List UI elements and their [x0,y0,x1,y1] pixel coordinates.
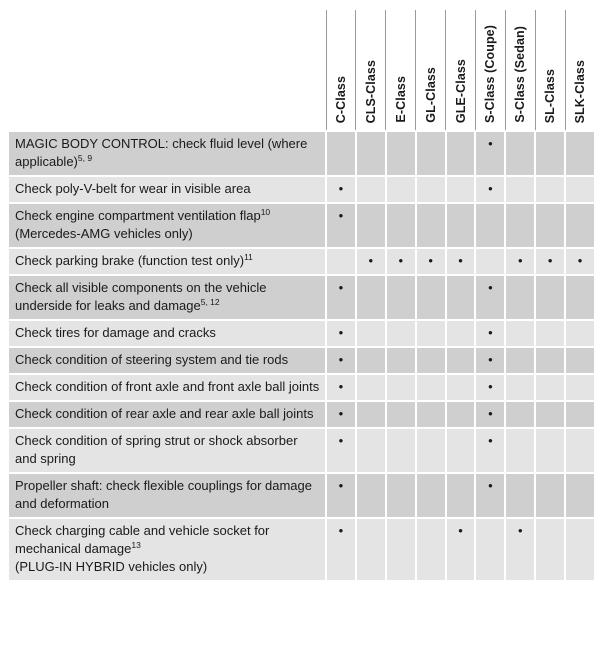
applicability-cell [446,131,476,176]
applicability-cell [475,347,505,374]
applicability-cell [386,401,416,428]
applicability-cell [356,518,386,581]
applicability-cell [386,131,416,176]
applicable-bullet: • [488,478,493,493]
task-text: Check condition of spring strut or shock absorber and spring [15,433,298,466]
column-header: CLS-Class [356,10,386,131]
applicability-cell [505,428,535,473]
applicability-cell [446,248,476,275]
applicable-bullet: • [338,280,344,295]
footnote-ref: 13 [131,540,141,550]
table-row [8,473,595,518]
applicability-cell [326,248,356,275]
applicable-bullet: • [488,181,493,196]
applicability-cell [416,320,446,347]
task-text: Check charging cable and vehicle socket for mechanical damage [15,523,270,556]
task-cell [8,401,326,428]
task-text: MAGIC BODY CONTROL: check fluid level (where applicable) [15,136,308,169]
applicability-cell [475,473,505,518]
applicable-bullet: • [338,523,344,538]
applicability-cell [475,203,505,248]
table-body [8,131,595,581]
applicability-cell [356,176,386,203]
applicability-cell [386,203,416,248]
applicability-cell [356,428,386,473]
applicability-cell [326,347,356,374]
column-header: E-Class [386,10,416,131]
applicability-cell [326,203,356,248]
task-note: (PLUG-IN HYBRID vehicles only) [15,559,208,574]
table-row [8,275,595,320]
applicability-cell [505,401,535,428]
applicability-cell [326,176,356,203]
applicable-bullet: • [488,136,493,151]
table-row [8,131,595,176]
applicability-cell [446,176,476,203]
applicability-cell [505,374,535,401]
applicability-cell [416,275,446,320]
applicability-cell [416,473,446,518]
applicability-cell [416,131,446,176]
applicability-cell [416,347,446,374]
applicable-bullet: • [458,523,463,538]
applicability-cell [446,203,476,248]
applicability-cell [565,473,595,518]
applicability-cell [505,275,535,320]
table-row [8,374,595,401]
task-cell [8,203,326,248]
applicability-cell [535,248,565,275]
applicability-cell [565,203,595,248]
applicability-cell [326,320,356,347]
task-cell [8,176,326,203]
applicability-cell [535,203,565,248]
footnote-ref: 11 [244,252,253,262]
applicability-cell [565,248,595,275]
applicability-cell [386,518,416,581]
applicability-cell [446,320,476,347]
applicability-cell [386,320,416,347]
applicability-cell [386,428,416,473]
applicability-cell [565,131,595,176]
applicable-bullet: • [338,478,344,493]
applicability-cell [386,473,416,518]
applicable-bullet: • [488,379,493,394]
applicability-cell [386,374,416,401]
applicable-bullet: • [428,253,433,268]
applicability-cell [505,248,535,275]
applicability-cell [356,248,386,275]
column-header: SLK-Class [565,10,595,131]
applicability-cell [505,203,535,248]
applicability-cell [356,374,386,401]
applicability-cell [565,401,595,428]
footnote-ref: 5, 12 [200,297,220,307]
applicability-cell [505,518,535,581]
applicability-cell [475,131,505,176]
applicability-cell [565,176,595,203]
applicability-cell [565,320,595,347]
applicability-cell [475,275,505,320]
applicability-cell [386,347,416,374]
header-corner [8,10,326,131]
applicability-cell [416,374,446,401]
applicability-cell [326,275,356,320]
footnote-ref: 10 [260,207,271,217]
applicability-cell [565,374,595,401]
applicability-cell [446,428,476,473]
applicability-cell [505,320,535,347]
applicable-bullet: • [338,433,344,448]
applicability-cell [326,401,356,428]
applicable-bullet: • [488,325,493,340]
task-note: (Mercedes-AMG vehicles only) [15,226,193,241]
table-row [8,401,595,428]
task-cell [8,473,326,518]
task-text: Check poly-V-belt for wear in visible area [15,181,251,196]
applicability-cell [446,518,476,581]
applicability-cell [535,320,565,347]
applicability-cell [475,320,505,347]
applicable-bullet: • [338,181,344,196]
column-header: SL-Class [535,10,565,131]
applicability-cell [386,248,416,275]
table-row [8,347,595,374]
applicability-cell [505,347,535,374]
applicable-bullet: • [368,253,374,268]
applicability-cell [446,473,476,518]
applicability-cell [446,347,476,374]
applicability-cell [505,176,535,203]
column-header: S-Class (Sedan) [505,10,535,131]
applicable-bullet: • [458,253,463,268]
task-text: Propeller shaft: check flexible couplings for damage and deformation [15,478,312,511]
applicability-cell [356,320,386,347]
applicable-bullet: • [338,379,344,394]
column-header: GLE-Class [446,10,476,131]
applicable-bullet: • [338,325,344,340]
task-cell [8,347,326,374]
applicability-cell [535,176,565,203]
applicability-cell [326,374,356,401]
applicability-cell [475,374,505,401]
task-cell [8,518,326,581]
task-cell [8,320,326,347]
applicable-bullet: • [577,253,583,268]
applicability-cell [326,428,356,473]
applicability-cell [386,176,416,203]
applicable-bullet: • [398,253,403,268]
task-text: Check condition of rear axle and rear axle ball joints [15,406,314,421]
task-cell [8,374,326,401]
task-cell [8,248,326,275]
applicability-cell [535,131,565,176]
table-row [8,248,595,275]
applicability-cell [535,518,565,581]
applicability-cell [565,347,595,374]
task-text: Check all visible components on the vehicle underside for leaks and damage [15,280,267,313]
column-header: C-Class [326,10,356,131]
applicability-cell [475,176,505,203]
task-text: Check condition of front axle and front axle ball joints [15,379,320,394]
applicable-bullet: • [488,280,493,295]
applicability-cell [535,347,565,374]
applicability-cell [356,347,386,374]
applicability-cell [535,374,565,401]
task-text: Check tires for damage and cracks [15,325,216,340]
applicability-cell [446,401,476,428]
applicable-bullet: • [547,253,553,268]
applicability-cell [535,275,565,320]
applicability-cell [326,131,356,176]
task-cell [8,275,326,320]
applicability-cell [565,428,595,473]
applicability-cell [505,131,535,176]
applicability-cell [475,401,505,428]
task-cell [8,428,326,473]
applicability-cell [326,518,356,581]
applicability-cell [356,401,386,428]
applicability-cell [356,131,386,176]
applicability-cell [565,518,595,581]
table-row [8,320,595,347]
applicable-bullet: • [518,253,523,268]
applicable-bullet: • [488,352,493,367]
applicable-bullet: • [488,433,493,448]
applicability-cell [356,275,386,320]
applicable-bullet: • [338,208,344,223]
applicable-bullet: • [338,352,344,367]
applicability-cell [475,428,505,473]
column-header: S-Class (Coupe) [475,10,505,131]
applicability-cell [356,203,386,248]
column-header: GL-Class [416,10,446,131]
task-text: Check engine compartment ventilation flap [15,208,261,223]
table-row [8,176,595,203]
table-row [8,203,595,248]
applicability-cell [416,248,446,275]
task-text: Check condition of steering system and tie rods [15,352,289,367]
applicability-cell [356,473,386,518]
maintenance-table [7,10,596,582]
applicability-cell [535,428,565,473]
applicability-cell [505,473,535,518]
applicable-bullet: • [488,406,493,421]
applicable-bullet: • [518,523,523,538]
applicability-cell [535,473,565,518]
applicability-cell [565,275,595,320]
applicability-cell [326,473,356,518]
model-header-row [8,10,595,131]
applicability-cell [416,176,446,203]
applicability-cell [416,203,446,248]
table-row [8,518,595,581]
applicability-cell [475,248,505,275]
applicability-cell [416,401,446,428]
task-text: Check parking brake (function test only) [15,253,245,268]
footnote-ref: 5, 9 [77,153,93,163]
task-cell [8,131,326,176]
applicability-cell [416,428,446,473]
applicability-cell [446,275,476,320]
applicability-cell [535,401,565,428]
applicability-cell [386,275,416,320]
applicability-cell [416,518,446,581]
applicable-bullet: • [338,406,344,421]
applicability-cell [475,518,505,581]
table-row [8,428,595,473]
applicability-cell [446,374,476,401]
